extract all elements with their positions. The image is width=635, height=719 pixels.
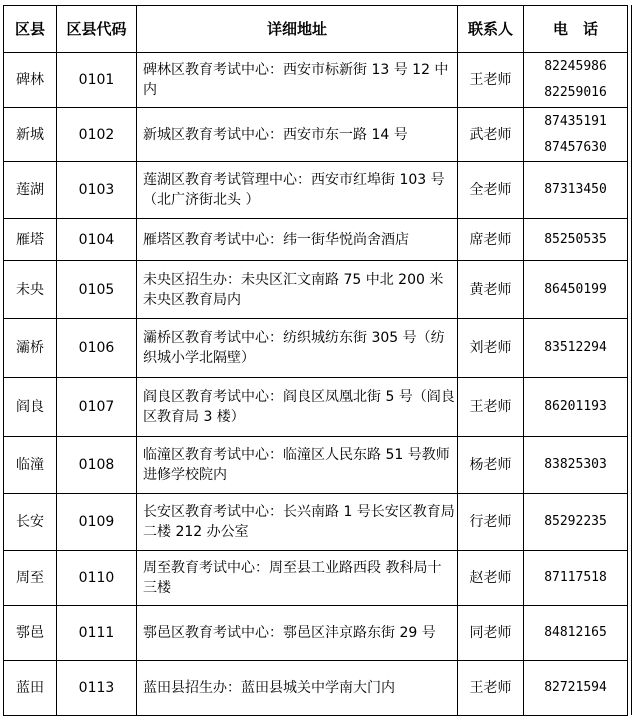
phone-cell: [524, 437, 628, 494]
table-row: [4, 261, 628, 319]
contact-cell: 同老师: [458, 606, 524, 661]
address-cell: 雁塔区教育考试中心：纬一街华悦尚舍酒店: [137, 219, 458, 261]
district-cell: 临潼: [4, 437, 57, 494]
phone-number: 82721594: [544, 680, 607, 695]
district-cell: 周至: [4, 551, 57, 606]
code-cell: 0109: [57, 494, 137, 551]
district-cell: 长安: [4, 494, 57, 551]
contact-cell: 王老师: [458, 661, 524, 716]
address-cell: 长安区教育考试中心：长兴南路 1 号长安区教育局二楼 212 办公室: [137, 494, 458, 551]
district-cell: 碑林: [4, 53, 57, 108]
table-row: [4, 162, 628, 219]
contact-cell: 刘老师: [458, 319, 524, 378]
district-cell: 莲湖: [4, 162, 57, 219]
phone-cell: [524, 606, 628, 661]
district-cell: 蓝田: [4, 661, 57, 716]
contact-cell: 武老师: [458, 108, 524, 162]
phone-number: 87313450: [544, 182, 607, 197]
phone-number: 86450199: [544, 281, 607, 297]
table-row: [4, 661, 628, 716]
table-row: [4, 378, 628, 437]
address-cell: 新城区教育考试中心：西安市东一路 14 号: [137, 108, 458, 162]
exam-office-contact-table: [3, 5, 628, 716]
phone-number: 84812165: [544, 625, 607, 640]
phone-cell: [524, 219, 628, 261]
address-cell: 鄠邑区教育考试中心：鄠邑区沣京路东街 29 号: [137, 606, 458, 661]
address-cell: 莲湖区教育考试管理中心：西安市红埠街 103 号（北广济街北头 ）: [137, 162, 458, 219]
phone-number: 83512294: [544, 340, 607, 355]
address-cell: 未央区招生办：未央区汇文南路 75 中北 200 米未央区教育局内: [137, 261, 458, 319]
table-row: [4, 437, 628, 494]
phone-number: 87435191: [544, 113, 607, 129]
district-cell: 未央: [4, 261, 57, 319]
phone-number: 85250535: [544, 231, 607, 247]
header-phone: 电 话: [524, 6, 628, 53]
phone-cell: [524, 551, 628, 606]
table-row: [4, 219, 628, 261]
header-row: [4, 6, 628, 53]
code-cell: 0113: [57, 661, 137, 716]
district-cell: 阎良: [4, 378, 57, 437]
contact-cell: 王老师: [458, 53, 524, 108]
phone-cell: [524, 378, 628, 437]
address-cell: 灞桥区教育考试中心：纺织城纺东街 305 号（纺织城小学北隔壁）: [137, 319, 458, 378]
address-cell: 蓝田县招生办：蓝田县城关中学南大门内: [137, 661, 458, 716]
phone-cell: [524, 108, 628, 162]
table-row: [4, 319, 628, 378]
phone-number: 86201193: [544, 399, 607, 414]
phone-cell: [524, 661, 628, 716]
contact-cell: 全老师: [458, 162, 524, 219]
contact-cell: 赵老师: [458, 551, 524, 606]
phone-cell: [524, 53, 628, 108]
code-cell: 0111: [57, 606, 137, 661]
district-cell: 鄠邑: [4, 606, 57, 661]
phone-number: 85292235: [544, 514, 607, 529]
phone-cell: [524, 261, 628, 319]
address-cell: 周至教育考试中心：周至县工业路西段 教科局十三楼: [137, 551, 458, 606]
phone-number: 83825303: [544, 457, 607, 472]
code-cell: 0106: [57, 319, 137, 378]
code-cell: 0108: [57, 437, 137, 494]
phone-cell: [524, 162, 628, 219]
contact-cell: 杨老师: [458, 437, 524, 494]
address-cell: 碑林区教育考试中心：西安市标新街 13 号 12 中内: [137, 53, 458, 108]
contact-cell: 席老师: [458, 219, 524, 261]
code-cell: 0107: [57, 378, 137, 437]
contact-cell: 黄老师: [458, 261, 524, 319]
header-district: 区县: [4, 6, 57, 53]
contact-cell: 行老师: [458, 494, 524, 551]
table-row: [4, 494, 628, 551]
header-address: 详细地址: [137, 6, 458, 53]
address-cell: 阎良区教育考试中心：阎良区凤凰北街 5 号（阎良区教育局 3 楼）: [137, 378, 458, 437]
phone-number: 87117518: [544, 570, 607, 585]
district-cell: 灞桥: [4, 319, 57, 378]
table-row: [4, 551, 628, 606]
code-cell: 0102: [57, 108, 137, 162]
table-row: [4, 108, 628, 162]
header-code: 区县代码: [57, 6, 137, 53]
district-cell: 雁塔: [4, 219, 57, 261]
address-cell: 临潼区教育考试中心：临潼区人民东路 51 号教师进修学校院内: [137, 437, 458, 494]
code-cell: 0110: [57, 551, 137, 606]
contact-cell: 王老师: [458, 378, 524, 437]
code-cell: 0101: [57, 53, 137, 108]
code-cell: 0105: [57, 261, 137, 319]
table-row: [4, 53, 628, 108]
table-right-border: [631, 5, 632, 715]
district-cell: 新城: [4, 108, 57, 162]
phone-number: 82259016: [544, 85, 607, 100]
phone-cell: [524, 494, 628, 551]
phone-number: 82245986: [544, 59, 607, 74]
code-cell: 0103: [57, 162, 137, 219]
phone-cell: [524, 319, 628, 378]
code-cell: 0104: [57, 219, 137, 261]
table-row: [4, 606, 628, 661]
phone-number: 87457630: [544, 139, 607, 155]
header-contact: 联系人: [458, 6, 524, 53]
table-body: [4, 53, 628, 716]
